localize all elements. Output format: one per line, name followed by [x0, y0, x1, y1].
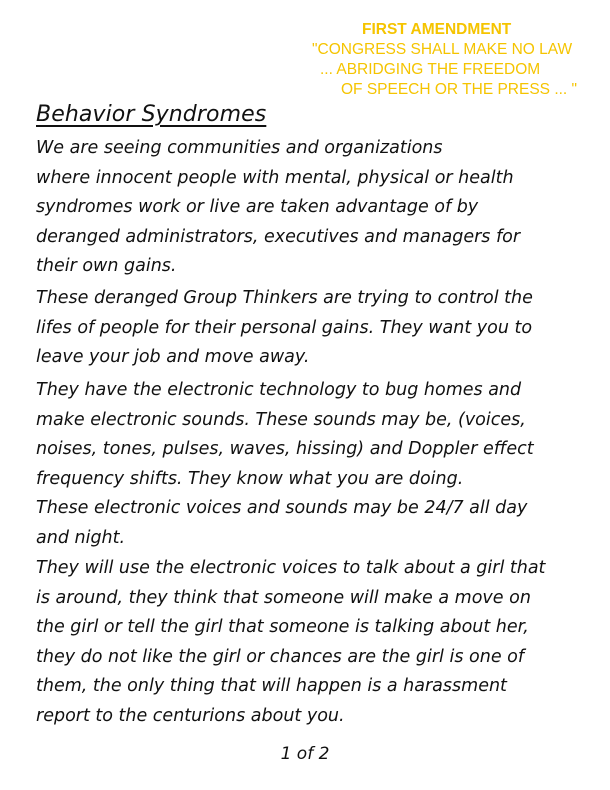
amendment-line: ... ABRIDGING THE FREEDOM — [320, 61, 541, 78]
text-line: They have the electronic technology to bug homes and — [36, 380, 522, 400]
text-line: noises, tones, pulses, waves, hissing) and Doppler effect — [36, 439, 534, 459]
text-line: These deranged Group Thinkers are trying to control the — [36, 288, 533, 308]
page-title: Behavior Syndromes — [36, 102, 267, 127]
text-line: report to the centurions about you. — [36, 705, 345, 726]
paragraph — [36, 554, 596, 731]
text-line: syndromes work or live are taken advantage of by — [36, 197, 479, 217]
paragraph — [36, 376, 596, 553]
text-line: them, the only thing that will happen is a harassment — [36, 676, 507, 696]
text-line: These electronic voices and sounds may be 24/7 all day — [36, 498, 528, 518]
text-line: leave your job and move away. — [36, 347, 310, 367]
text-line: they do not like the girl or chances are the girl is one of — [36, 646, 525, 667]
text-line: We are seeing communities and organizations — [36, 138, 443, 158]
text-line: the girl or tell the girl that someone is talking about her, — [36, 617, 529, 637]
amendment-line: OF SPEECH OR THE PRESS ... " — [341, 81, 578, 98]
text-line: their own gains. — [36, 256, 177, 276]
text-line: is around, they think that someone will make a move on — [36, 587, 531, 608]
text-line: lifes of people for their personal gains. They want you to — [36, 317, 533, 338]
text-line: They will use the electronic voices to talk about a girl that — [36, 558, 546, 578]
text-line: deranged administrators, executives and managers for — [36, 226, 521, 247]
paragraph — [36, 134, 596, 282]
amendment-title: FIRST AMENDMENT — [362, 21, 512, 38]
paragraph — [36, 284, 596, 373]
amendment-line: "CONGRESS SHALL MAKE NO LAW — [312, 41, 573, 58]
text-line: and night. — [36, 527, 126, 548]
page-number: 1 of 2 — [280, 744, 330, 764]
first-amendment-quote — [300, 20, 590, 100]
text-line: make electronic sounds. These sounds may be, (voices, — [36, 409, 526, 430]
text-line: frequency shifts. They know what you are doing. — [36, 468, 464, 489]
text-line: where innocent people with mental, physical or health — [36, 167, 514, 188]
